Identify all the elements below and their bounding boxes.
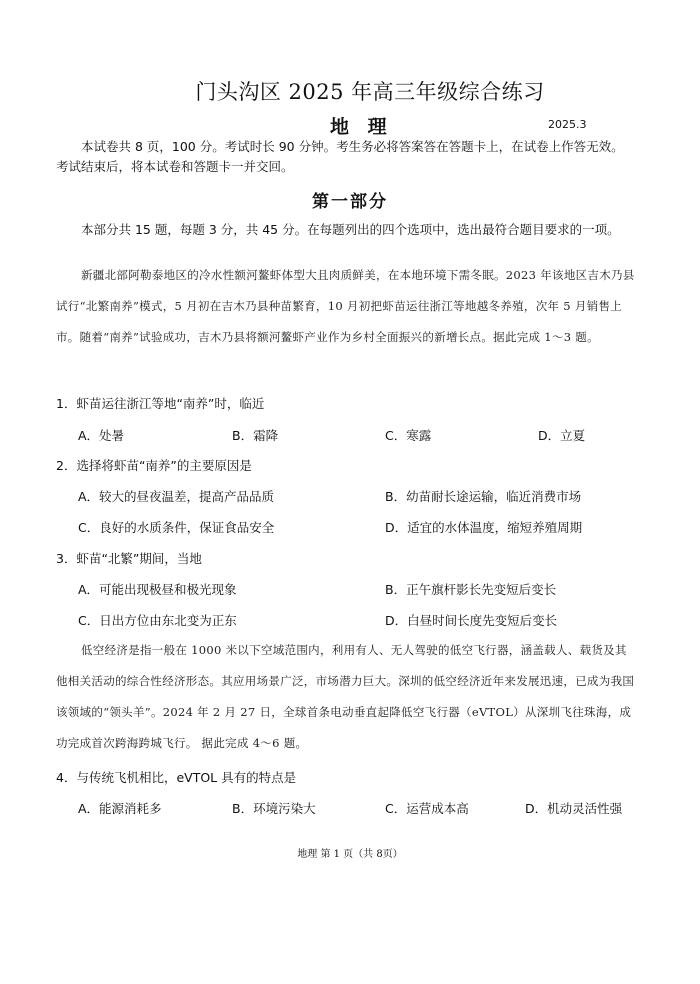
- material-2: 低空经济是指一般在 1000 米以下空域范围内，利用有人、无人驾驶的低空飞行器，涵盖载人、载货及其他相关活动的综合性经济形态。其应用场景广泛，市场潜力巨大。深圳的低空经济近年来发展迅速，已成为我国该领域的“领头羊”。2024 年 2 月 27 日，全球首条电动垂直起降低空飞行器（eVTOL）从深圳飞往珠海，成功完成首次跨海跨城飞行。 据此完成 4～6 题。: [56, 643, 635, 750]
- question-3-option-d[interactable]: D．白昼时间长度先变短后变长: [385, 613, 558, 628]
- question-3-option-b[interactable]: B．正午旗杆影长先变短后变长: [385, 582, 557, 597]
- question-1-option-b[interactable]: B．霜降: [232, 428, 279, 443]
- question-4-option-d[interactable]: D．机动灵活性强: [525, 801, 623, 816]
- question-1-stem: 1．虾苗运往浙江等地“南养”时，临近: [56, 396, 265, 411]
- section-title: 第一部分: [312, 192, 388, 212]
- question-4-option-a[interactable]: A．能源消耗多: [78, 801, 162, 816]
- question-2-option-d[interactable]: D．适宜的水体温度，缩短养殖周期: [385, 520, 583, 535]
- question-4-stem: 4．与传统飞机相比，eVTOL 具有的特点是: [56, 770, 297, 785]
- question-1-option-c[interactable]: C．寒露: [385, 428, 432, 443]
- subject-title: 地 理: [330, 116, 393, 138]
- question-1-option-d[interactable]: D．立夏: [538, 428, 586, 443]
- question-4-option-c[interactable]: C．运营成本高: [385, 801, 469, 816]
- question-2-option-c[interactable]: C．良好的水质条件，保证食品安全: [78, 520, 275, 535]
- question-4-option-b[interactable]: B．环境污染大: [232, 801, 316, 816]
- exam-intro: 本试卷共 8 页，100 分。考试时长 90 分钟。考生务必将答案答在答题卡上，在试卷上作答无效。考试结束后，将本试卷和答题卡一并交回。: [56, 139, 624, 174]
- exam-title: 门头沟区 2025 年高三年级综合练习: [195, 80, 545, 104]
- exam-date: 2025.3: [548, 118, 587, 131]
- question-3-option-a[interactable]: A．可能出现极昼和极光现象: [78, 582, 237, 597]
- question-3-stem: 3．虾苗“北繁”期间，当地: [56, 551, 202, 566]
- question-2-option-a[interactable]: A．较大的昼夜温差，提高产品品质: [78, 489, 275, 504]
- question-1-option-a[interactable]: A．处暑: [78, 428, 125, 443]
- question-2-option-b[interactable]: B．幼苗耐长途运输，临近消费市场: [385, 489, 582, 504]
- question-2-stem: 2．选择将虾苗“南养”的主要原因是: [56, 458, 252, 473]
- page-footer: 地理 第 1 页（共 8页）: [297, 849, 403, 860]
- section-instruction: 本部分共 15 题，每题 3 分，共 45 分。在每题列出的四个选项中，选出最符合题目要求的一项。: [81, 222, 620, 237]
- question-3-option-c[interactable]: C．日出方位由东北变为正东: [78, 613, 237, 628]
- material-1: 新疆北部阿勒泰地区的冷水性额河鳌虾体型大且肉质鲜美，在本地环境下需冬眠。2023 年该地区吉木乃县试行“北繁南养”模式，5 月初在吉木乃县种苗繁育，10 月初把虾苗运往浙江等地越冬养殖，次年 5 月销售上市。随着“南养”试验成功，吉木乃县将额河鳌虾产业作为乡村全面振兴的新增长点。据此完成 1～3 题。: [56, 268, 635, 344]
